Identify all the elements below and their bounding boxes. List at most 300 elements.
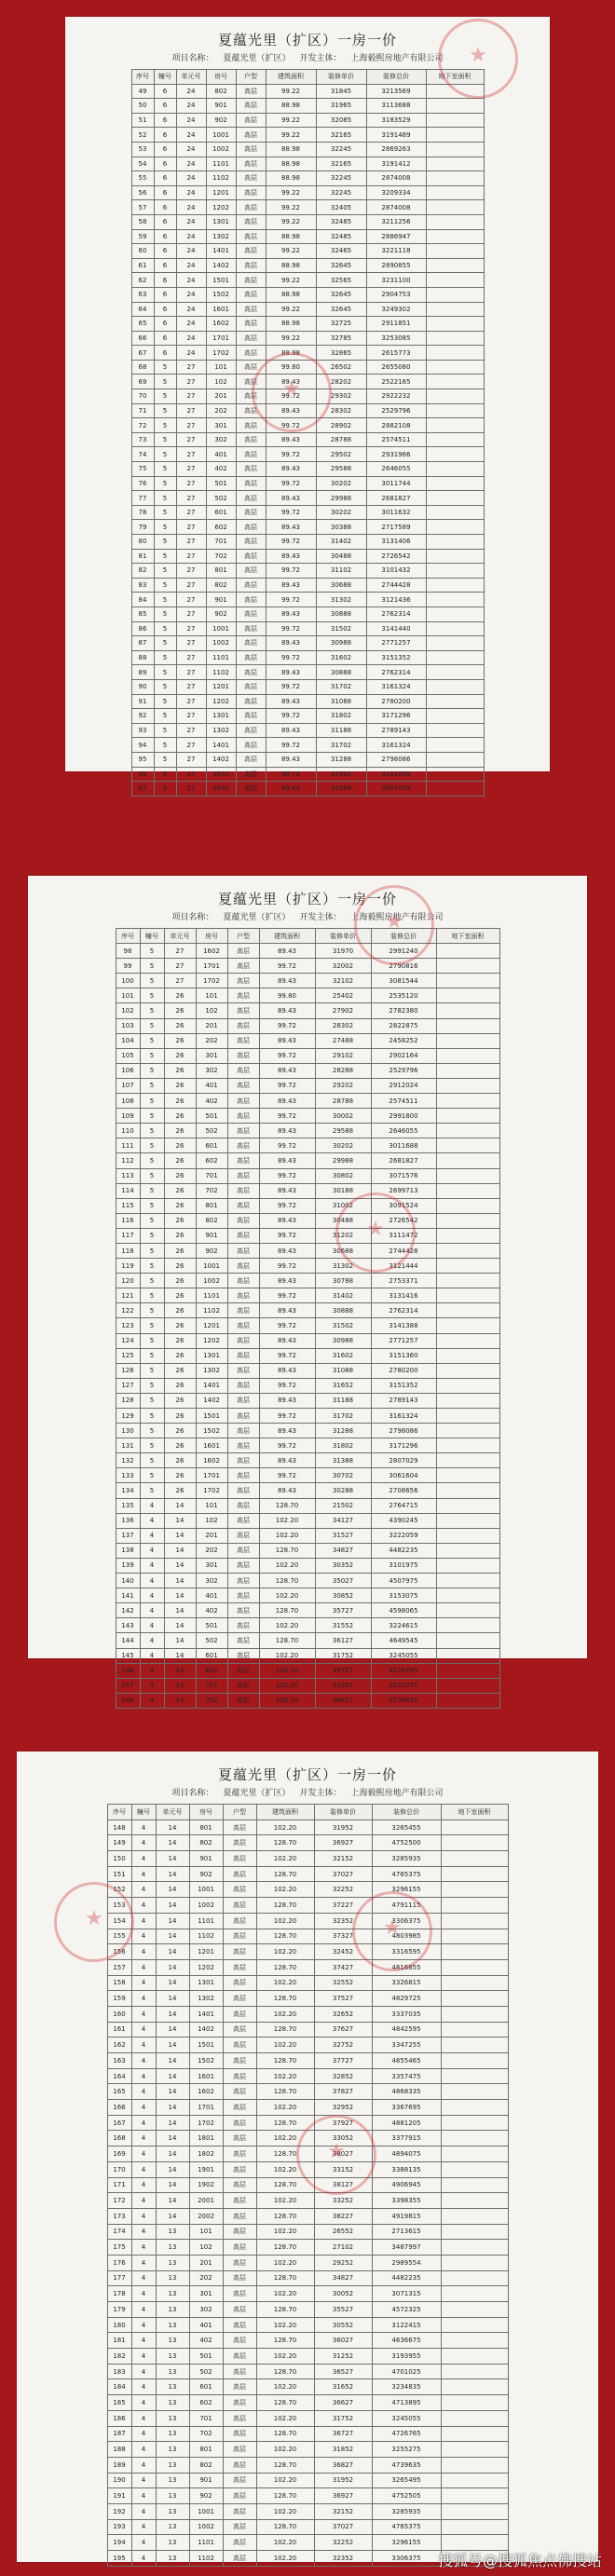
table-cell	[426, 200, 484, 215]
table-cell	[426, 636, 484, 651]
table-cell: 31802	[315, 1438, 371, 1453]
table-cell: 5	[154, 665, 176, 680]
table-cell: 6	[154, 214, 176, 229]
table-cell: 1602	[196, 944, 227, 959]
table-cell: 102.20	[256, 2379, 314, 2395]
table-cell: 29588	[315, 1124, 371, 1138]
table-cell: 128.70	[259, 1693, 315, 1708]
table-cell: 502	[189, 2364, 223, 2379]
column-header: 建筑面积	[259, 929, 315, 944]
table-cell: 4	[131, 2131, 156, 2147]
column-header: 装修单价	[315, 929, 371, 944]
table-row	[131, 287, 484, 302]
table-cell: 901	[196, 1228, 227, 1243]
table-cell: 14	[156, 2006, 189, 2022]
table-cell: 3141440	[366, 621, 426, 636]
table-cell: 28902	[316, 418, 366, 433]
table-cell: 4	[131, 2147, 156, 2162]
table-cell: 3191489	[366, 128, 426, 143]
table-cell: 30202	[316, 476, 366, 491]
table-cell: 117	[116, 1228, 140, 1243]
table-cell: 26	[164, 1063, 196, 1078]
table-row	[116, 1153, 499, 1168]
table-cell: 89	[131, 665, 154, 680]
table-cell: 3209334	[366, 185, 426, 200]
table-cell: 5	[154, 564, 176, 579]
table-cell: 51	[131, 113, 154, 128]
table-cell: 202	[206, 403, 236, 418]
table-cell: 5	[140, 1259, 164, 1274]
table-cell: 29102	[315, 1048, 371, 1063]
table-cell: 128.70	[259, 1633, 315, 1648]
table-cell: 14	[156, 1959, 189, 1975]
table-cell: 高层	[227, 944, 259, 959]
table-cell	[426, 142, 484, 157]
table-cell: 32152	[314, 2503, 372, 2519]
table-cell: 4	[131, 2379, 156, 2395]
column-header: 幢号	[131, 1805, 156, 1820]
table-cell	[441, 2193, 508, 2209]
table-cell: 165	[107, 2084, 131, 2100]
table-cell: 4	[131, 2349, 156, 2365]
table-cell: 102.20	[256, 2551, 314, 2567]
table-cell: 5	[154, 723, 176, 738]
table-cell: 4	[140, 1558, 164, 1573]
table-cell: 27488	[315, 1033, 371, 1048]
table-cell: 88.98	[266, 287, 316, 302]
table-cell: 4	[140, 1588, 164, 1603]
table-cell	[436, 1633, 499, 1648]
table-cell: 602	[206, 520, 236, 535]
table-cell: 89.43	[259, 1363, 315, 1378]
developer-name: 上海毅熙房地产有限公司	[350, 54, 444, 63]
table-cell: 14	[156, 1991, 189, 2007]
table-cell: 3121444	[371, 1259, 436, 1274]
table-cell: 30488	[315, 1213, 371, 1228]
table-row	[131, 709, 484, 724]
table-cell: 6	[154, 185, 176, 200]
table-cell: 高层	[227, 1168, 259, 1183]
table-cell: 150	[107, 1851, 131, 1867]
table-cell: 128	[116, 1393, 140, 1408]
table-cell: 30388	[316, 520, 366, 535]
table-row	[116, 1303, 499, 1318]
table-cell: 高层	[223, 2270, 256, 2286]
table-cell	[426, 302, 484, 317]
table-cell: 27	[176, 549, 206, 564]
table-cell: 153	[107, 1898, 131, 1914]
table-cell: 3222059	[371, 1528, 436, 1543]
table-cell: 99.22	[266, 113, 316, 128]
table-cell: 13	[156, 2286, 189, 2302]
table-cell: 102.20	[256, 2100, 314, 2116]
table-cell: 高层	[236, 432, 266, 447]
table-cell: 4	[131, 2208, 156, 2224]
table-cell: 302	[206, 432, 236, 447]
table-cell: 高层	[223, 2364, 256, 2379]
table-cell: 502	[206, 491, 236, 506]
table-cell: 99.22	[266, 84, 316, 99]
table-cell: 89.43	[259, 1153, 315, 1168]
table-cell: 3141388	[371, 1318, 436, 1333]
table-cell: 128.70	[256, 1835, 314, 1851]
table-cell: 29988	[315, 1153, 371, 1168]
table-cell: 27	[164, 944, 196, 959]
table-cell: 4	[140, 1498, 164, 1513]
table-cell	[426, 113, 484, 128]
table-cell: 4	[131, 1851, 156, 1867]
table-cell: 86	[131, 621, 154, 636]
table-cell: 89.43	[266, 520, 316, 535]
table-cell: 143	[116, 1618, 140, 1633]
table-cell	[436, 1363, 499, 1378]
table-cell	[441, 2161, 508, 2177]
table-cell	[436, 1213, 499, 1228]
table-cell: 5	[140, 974, 164, 988]
table-cell: 14	[164, 1693, 196, 1708]
table-cell: 160	[107, 2006, 131, 2022]
table-cell: 36727	[315, 1663, 371, 1678]
table-cell: 802	[189, 1835, 223, 1851]
table-cell: 2535120	[371, 988, 436, 1003]
table-cell: 32245	[316, 142, 366, 157]
table-cell: 13	[156, 2240, 189, 2256]
table-cell: 13	[156, 2224, 189, 2240]
table-row	[116, 988, 499, 1003]
table-row	[131, 462, 484, 477]
table-cell: 3316595	[372, 1944, 441, 1960]
table-cell: 4	[131, 2084, 156, 2100]
table-cell: 1702	[196, 974, 227, 988]
table-cell: 高层	[227, 1663, 259, 1678]
table-cell: 3285935	[372, 2503, 441, 2519]
table-cell	[441, 2442, 508, 2458]
table-row	[131, 317, 484, 332]
table-cell: 32245	[316, 171, 366, 186]
table-cell: 66	[131, 331, 154, 346]
table-cell: 2762314	[366, 665, 426, 680]
table-cell: 高层	[227, 1574, 259, 1588]
table-row	[107, 2208, 508, 2224]
table-cell: 2655080	[366, 360, 426, 375]
table-cell: 99.72	[259, 1168, 315, 1183]
table-cell	[436, 988, 499, 1003]
table-cell: 102.20	[256, 1975, 314, 1991]
table-cell: 29252	[314, 2255, 372, 2270]
table-cell: 高层	[227, 959, 259, 974]
table-cell: 2529796	[371, 1063, 436, 1078]
table-cell: 13	[156, 2503, 189, 2519]
table-cell: 1202	[206, 694, 236, 709]
table-cell: 14	[156, 1835, 189, 1851]
table-cell: 2989554	[372, 2255, 441, 2270]
table-cell: 115	[116, 1198, 140, 1213]
table-cell	[436, 1678, 499, 1693]
table-cell: 高层	[236, 665, 266, 680]
table-cell: 高层	[236, 679, 266, 694]
table-cell: 91	[131, 694, 154, 709]
table-row	[107, 1851, 508, 1867]
table-cell: 178	[107, 2286, 131, 2302]
column-header: 装修单价	[316, 70, 366, 85]
table-cell: 102.20	[256, 2006, 314, 2022]
table-cell: 1102	[206, 171, 236, 186]
table-cell: 27	[176, 505, 206, 520]
table-cell: 49	[131, 84, 154, 99]
table-cell: 27	[176, 447, 206, 462]
table-row	[107, 2084, 508, 2100]
table-cell: 4	[131, 2551, 156, 2567]
table-cell: 401	[196, 1078, 227, 1093]
table-cell: 14	[156, 2100, 189, 2116]
table-cell: 6	[154, 113, 176, 128]
table-cell: 128.70	[259, 1663, 315, 1678]
table-cell: 101	[206, 360, 236, 375]
table-cell: 2911851	[366, 317, 426, 332]
table-cell: 36527	[314, 2364, 372, 2379]
table-cell: 30352	[315, 1558, 371, 1573]
table-cell: 82	[131, 564, 154, 579]
table-cell: 27	[176, 679, 206, 694]
table-row	[116, 1438, 499, 1453]
table-row	[116, 1078, 499, 1093]
table-row	[107, 2349, 508, 2365]
table-cell: 134	[116, 1483, 140, 1498]
table-cell: 2574511	[371, 1094, 436, 1109]
table-cell: 4	[131, 2006, 156, 2022]
table-cell: 高层	[223, 1882, 256, 1898]
table-cell: 27	[176, 621, 206, 636]
table-cell: 高层	[223, 2255, 256, 2270]
table-cell: 32252	[314, 1882, 372, 1898]
table-cell: 1101	[189, 1913, 223, 1929]
table-cell: 171	[107, 2177, 131, 2193]
table-cell: 31702	[316, 679, 366, 694]
table-cell	[441, 2131, 508, 2147]
column-header: 建筑面积	[266, 70, 316, 85]
table-cell: 1302	[206, 723, 236, 738]
table-cell: 148	[107, 1820, 131, 1835]
table-cell: 89.43	[266, 375, 316, 389]
table-row	[107, 2038, 508, 2053]
table-cell: 177	[107, 2270, 131, 2286]
table-cell: 191	[107, 2488, 131, 2504]
table-cell	[436, 1648, 499, 1663]
table-cell: 89.43	[259, 1033, 315, 1048]
table-cell: 5	[140, 1303, 164, 1318]
table-cell: 1401	[206, 244, 236, 259]
table-cell: 128.70	[256, 2426, 314, 2442]
table-cell	[436, 1333, 499, 1348]
table-cell: 36127	[315, 1633, 371, 1648]
table-cell	[426, 214, 484, 229]
table-cell: 2780200	[366, 694, 426, 709]
table-row	[116, 1693, 499, 1708]
table-cell: 128.70	[256, 2177, 314, 2193]
table-cell: 801	[206, 564, 236, 579]
table-cell: 89.43	[259, 1183, 315, 1198]
table-cell: 6	[154, 244, 176, 259]
table-cell: 1201	[206, 185, 236, 200]
column-header: 户型	[227, 929, 259, 944]
table-cell: 5	[140, 1274, 164, 1288]
table-cell	[426, 287, 484, 302]
table-cell: 123	[116, 1318, 140, 1333]
table-cell: 31752	[315, 1648, 371, 1663]
table-cell: 高层	[236, 564, 266, 579]
table-cell: 28788	[316, 432, 366, 447]
table-cell: 3161324	[366, 679, 426, 694]
table-cell: 89.43	[266, 549, 316, 564]
table-cell: 195	[107, 2551, 131, 2567]
table-cell: 99.72	[259, 1078, 315, 1093]
table-cell: 601	[196, 1648, 227, 1663]
table-cell: 128.70	[256, 2364, 314, 2379]
project-info	[65, 51, 550, 63]
table-row	[131, 403, 484, 418]
table-cell: 3191412	[366, 157, 426, 171]
table-cell: 高层	[236, 549, 266, 564]
table-cell: 35027	[315, 1574, 371, 1588]
table-cell	[441, 2379, 508, 2395]
table-cell: 2931966	[366, 447, 426, 462]
table-cell: 902	[206, 113, 236, 128]
table-cell: 1102	[206, 665, 236, 680]
table-cell: 3306375	[372, 2551, 441, 2567]
table-cell: 128.70	[256, 2240, 314, 2256]
table-cell: 99.72	[266, 621, 316, 636]
table-cell: 89.43	[259, 1274, 315, 1288]
table-cell	[426, 99, 484, 114]
table-cell: 5	[140, 1438, 164, 1453]
table-cell: 102.20	[256, 1851, 314, 1867]
watermark-text: 搜狐号@搜狐焦点佛搜站	[437, 2552, 602, 2569]
table-cell: 4	[131, 1898, 156, 1914]
table-cell: 602	[196, 1153, 227, 1168]
table-cell: 2771257	[366, 636, 426, 651]
table-cell: 26	[164, 1453, 196, 1468]
table-cell: 2807029	[366, 782, 426, 797]
table-cell: 701	[196, 1678, 227, 1693]
table-cell: 31088	[315, 1363, 371, 1378]
table-cell: 102.20	[256, 2442, 314, 2458]
table-cell: 3091524	[371, 1198, 436, 1213]
table-cell: 501	[189, 2349, 223, 2365]
table-cell: 99.22	[266, 273, 316, 288]
table-cell: 802	[196, 1213, 227, 1228]
table-row	[116, 1198, 499, 1213]
table-cell: 36827	[315, 1693, 371, 1708]
table-cell: 5	[140, 1363, 164, 1378]
table-cell: 89.43	[266, 665, 316, 680]
table-row	[131, 432, 484, 447]
table-cell: 13	[156, 2535, 189, 2551]
table-cell	[441, 2488, 508, 2504]
table-row	[116, 1243, 499, 1258]
table-cell: 高层	[236, 84, 266, 99]
table-row	[107, 2006, 508, 2022]
table-cell: 3245055	[372, 2410, 441, 2426]
table-cell: 32645	[316, 258, 366, 273]
table-cell: 88.98	[266, 99, 316, 114]
table-cell: 67	[131, 346, 154, 361]
table-cell: 4726765	[371, 1663, 436, 1678]
table-cell: 1202	[189, 1959, 223, 1975]
table-cell: 3487997	[372, 2240, 441, 2256]
table-cell: 99.22	[266, 128, 316, 143]
table-cell: 4829725	[372, 1991, 441, 2007]
table-cell: 58	[131, 214, 154, 229]
table-cell: 131	[116, 1438, 140, 1453]
table-cell	[426, 709, 484, 724]
table-cell: 156	[107, 1944, 131, 1960]
table-cell: 31188	[316, 723, 366, 738]
table-row	[107, 2457, 508, 2473]
table-cell: 4	[131, 2053, 156, 2069]
table-cell: 26	[164, 1198, 196, 1213]
table-cell: 3213569	[366, 84, 426, 99]
table-cell: 102.20	[256, 1913, 314, 1929]
table-cell: 14	[156, 2208, 189, 2224]
table-cell	[436, 1183, 499, 1198]
table-cell: 99.72	[266, 389, 316, 404]
table-cell: 401	[196, 1588, 227, 1603]
table-cell: 27	[176, 476, 206, 491]
table-cell: 89.43	[259, 1453, 315, 1468]
table-row	[116, 1633, 499, 1648]
table-row	[107, 2147, 508, 2162]
table-cell: 5	[140, 988, 164, 1003]
table-cell: 801	[189, 2442, 223, 2458]
table-cell: 902	[189, 1866, 223, 1882]
table-cell: 28202	[316, 375, 366, 389]
table-cell	[441, 2208, 508, 2224]
table-cell: 26502	[316, 360, 366, 375]
table-cell: 602	[189, 2395, 223, 2411]
table-cell: 170	[107, 2161, 131, 2177]
table-cell: 3367695	[372, 2100, 441, 2116]
table-cell: 601	[196, 1138, 227, 1153]
page-title: 夏蕴光里（扩区）一房一价	[217, 1766, 397, 1783]
table-cell: 27	[176, 403, 206, 418]
table-cell: 24	[176, 171, 206, 186]
table-cell	[441, 2457, 508, 2473]
table-cell: 601	[206, 505, 236, 520]
table-row	[131, 679, 484, 694]
table-cell: 102	[206, 375, 236, 389]
table-cell: 26	[164, 1003, 196, 1018]
table-cell: 98	[116, 944, 140, 959]
table-cell	[426, 360, 484, 375]
table-cell: 102.20	[256, 2503, 314, 2519]
table-cell: 3161324	[371, 1409, 436, 1424]
table-cell: 31527	[315, 1528, 371, 1543]
table-cell	[436, 1003, 499, 1018]
table-cell: 高层	[236, 418, 266, 433]
table-cell: 5	[140, 1453, 164, 1468]
table-cell: 4	[140, 1693, 164, 1708]
table-cell: 107	[116, 1078, 140, 1093]
table-cell: 3255275	[372, 2442, 441, 2458]
table-cell: 2762314	[366, 607, 426, 621]
table-cell: 27	[176, 694, 206, 709]
table-row	[116, 1543, 499, 1558]
table-cell: 13	[156, 2255, 189, 2270]
table-cell: 401	[189, 2317, 223, 2333]
table-cell: 31802	[316, 709, 366, 724]
table-cell: 3061604	[371, 1468, 436, 1483]
table-cell: 99.72	[259, 1348, 315, 1363]
